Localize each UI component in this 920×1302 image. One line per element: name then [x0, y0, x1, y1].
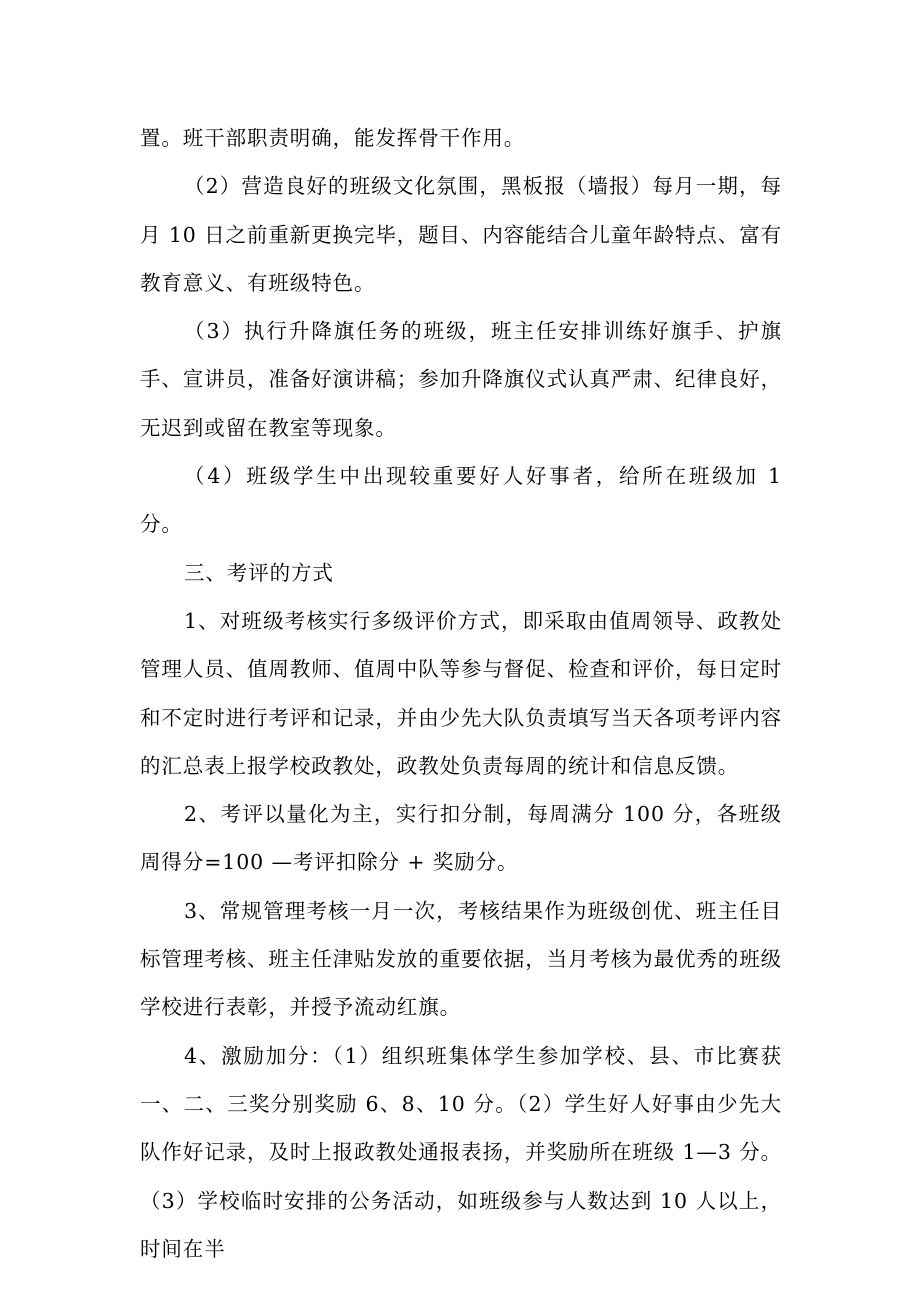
paragraph-method-1: 1、对班级考核实行多级评价方式，即采取由值周领导、政教处管理人员、值周教师、值周中队等参与督促、检查和评价，每日定时和不定时进行考评和记录，并由少先大队负责填写当天各项考评内容的汇总表上报学校政教处，政教处负责每周的统计和信息反馈。 [140, 608, 782, 778]
paragraph-method-4: 4、激励加分：（1）组织班集体学生参加学校、县、市比赛获一、二、三奖分别奖励 6、8、10 分。（2）学生好人好事由少先大队作好记录，及时上报政教处通报表扬，并奖励所在班级 1—3 分。（3）学校临时安排的公务活动，如班级参与人数达到 10 人以上，时间在半 [140, 1043, 782, 1261]
paragraph-item-2: （2）营造良好的班级文化氛围，黑板报（墙报）每月一期，每月 10 日之前重新更换完毕，题目、内容能结合儿童年龄特点、富有教育意义、有班级特色。 [140, 174, 782, 295]
document-page [140, 114, 782, 1273]
paragraph-item-4: （4）班级学生中出现较重要好人好事者，给所在班级加 1 分。 [140, 464, 782, 537]
paragraph-item-3: （3）执行升降旗任务的班级，班主任安排训练好旗手、护旗手、宣讲员，准备好演讲稿；参加升降旗仪式认真严肃、纪律良好，无迟到或留在教室等现象。 [140, 319, 782, 440]
section-heading-evaluation-method: 三、考评的方式 [184, 560, 334, 585]
paragraph-method-3: 3、常规管理考核一月一次，考核结果作为班级创优、班主任目标管理考核、班主任津贴发放的重要依据，当月考核为最优秀的班级学校进行表彰，并授予流动红旗。 [140, 898, 782, 1020]
paragraph-continuation: 置。班干部职责明确，能发挥骨干作用。 [140, 126, 526, 150]
paragraph-method-2: 2、考评以量化为主，实行扣分制，每周满分 100 分，各班级周得分=100 —考评扣除分 + 奖励分。 [140, 802, 782, 875]
